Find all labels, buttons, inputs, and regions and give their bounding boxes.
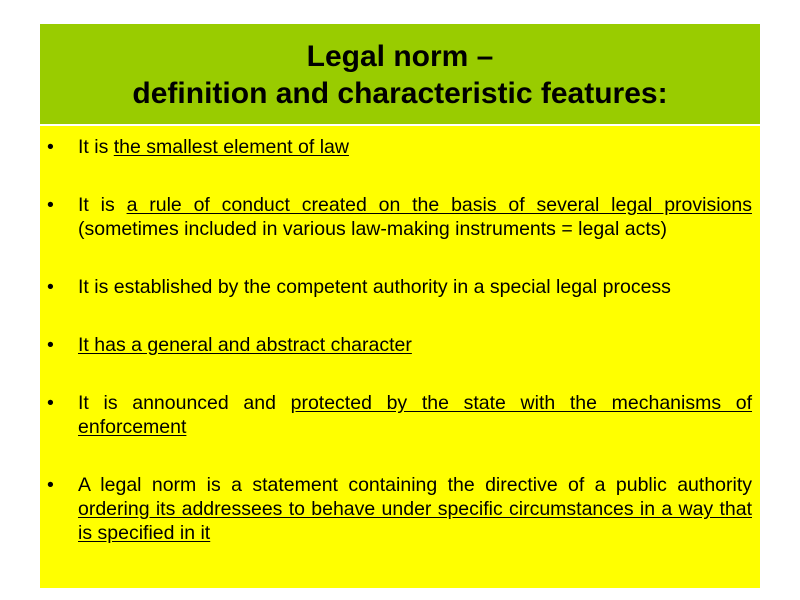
bullet-text-underlined: ordering its addressees to behave under specific circumstances in a way that is specified in it bbox=[78, 498, 752, 544]
bullet-icon: • bbox=[47, 392, 54, 414]
bullet-icon: • bbox=[47, 136, 54, 158]
bullet-text: It is established by the competent authority in a special legal process bbox=[78, 276, 671, 298]
title-line-1: Legal norm – bbox=[306, 40, 494, 73]
bullet-text: It is announced and bbox=[78, 392, 291, 414]
bullet-text: A legal norm is a statement containing the directive of a public authority bbox=[78, 474, 752, 496]
bullet-list bbox=[47, 135, 753, 545]
bullet-icon: • bbox=[47, 474, 54, 496]
bullet-icon: • bbox=[47, 276, 54, 298]
title-line-2: definition and characteristic features: bbox=[132, 77, 668, 110]
bullet-text-underlined: It has a general and abstract character bbox=[78, 334, 412, 356]
bullet-text-underlined: a rule of conduct created on the basis of several legal provisions bbox=[126, 194, 752, 216]
bullet-text: (sometimes included in various law-making instruments = legal acts) bbox=[78, 218, 668, 240]
bullet-text: It is bbox=[78, 136, 114, 158]
bullet-text: It is bbox=[78, 194, 127, 216]
bullet-icon: • bbox=[47, 334, 54, 356]
content-panel bbox=[40, 126, 760, 588]
bullet-item bbox=[47, 391, 753, 439]
bullet-text-underlined: protected by the state with the mechanisms of enforcement bbox=[78, 392, 753, 438]
bullet-item bbox=[47, 333, 752, 357]
bullet-icon: • bbox=[47, 194, 54, 216]
title-banner bbox=[40, 24, 760, 124]
bullet-text-underlined: the smallest element of law bbox=[113, 136, 349, 158]
bullet-item bbox=[47, 473, 752, 545]
bullet-item bbox=[47, 275, 752, 299]
bullet-item bbox=[47, 193, 752, 241]
bullet-item bbox=[47, 135, 752, 159]
